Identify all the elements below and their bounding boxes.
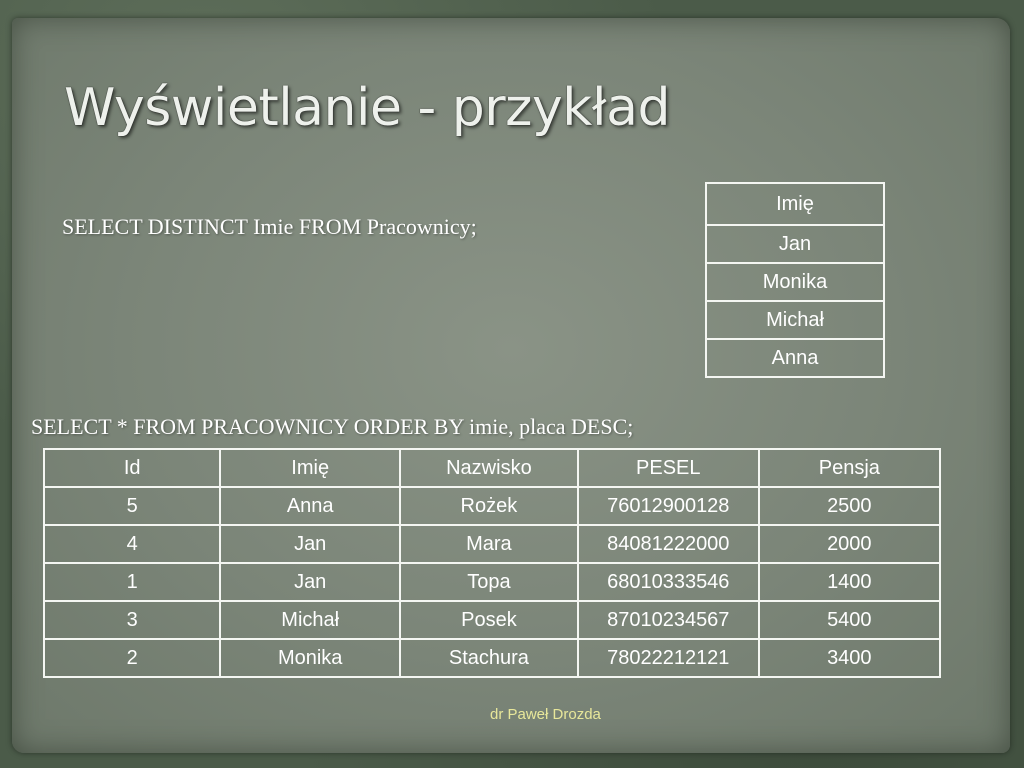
header-cell-imie: Imię: [706, 183, 884, 225]
author-footer: dr Paweł Drozda: [490, 706, 601, 723]
table-cell: 76012900128: [578, 487, 759, 525]
ordered-result-table: [43, 448, 941, 678]
table-row: [44, 563, 940, 601]
table-header-row: [44, 449, 940, 487]
table-cell: 2000: [759, 525, 940, 563]
table-cell: Monika: [220, 639, 399, 677]
table-cell: 2500: [759, 487, 940, 525]
table-cell: Stachura: [400, 639, 578, 677]
table-cell: 78022212121: [578, 639, 759, 677]
table-cell: 84081222000: [578, 525, 759, 563]
table-cell: 5400: [759, 601, 940, 639]
table-row: [44, 601, 940, 639]
header-cell-nazwisko: Nazwisko: [400, 449, 578, 487]
table-row: [706, 263, 884, 301]
header-cell-pensja: Pensja: [759, 449, 940, 487]
table-cell: Jan: [220, 525, 399, 563]
table-row: [44, 487, 940, 525]
table-row: [706, 339, 884, 377]
query-distinct: SELECT DISTINCT Imie FROM Pracownicy;: [62, 214, 477, 239]
table-cell: Posek: [400, 601, 578, 639]
table-cell: Monika: [706, 263, 884, 301]
distinct-result-table: [705, 182, 885, 378]
table-cell: 1400: [759, 563, 940, 601]
table-cell: 87010234567: [578, 601, 759, 639]
slide-title: Wyświetlanie - przykład: [64, 78, 670, 138]
table-cell: Michał: [706, 301, 884, 339]
table-cell: Rożek: [400, 487, 578, 525]
table-cell: Jan: [220, 563, 399, 601]
table-cell: Jan: [706, 225, 884, 263]
table-cell: Mara: [400, 525, 578, 563]
table-cell: Anna: [220, 487, 399, 525]
table-cell: Topa: [400, 563, 578, 601]
table-cell: 68010333546: [578, 563, 759, 601]
table-cell: Michał: [220, 601, 399, 639]
table-cell: 1: [44, 563, 220, 601]
table-row: [44, 525, 940, 563]
table-header-row: [706, 183, 884, 225]
table-cell: 3: [44, 601, 220, 639]
table-cell: 4: [44, 525, 220, 563]
table-cell: 3400: [759, 639, 940, 677]
table-cell: 5: [44, 487, 220, 525]
table-row: [706, 301, 884, 339]
table-row: [706, 225, 884, 263]
query-order-by: SELECT * FROM PRACOWNICY ORDER BY imie, placa DESC;: [31, 414, 634, 439]
header-cell-id: Id: [44, 449, 220, 487]
header-cell-pesel: PESEL: [578, 449, 759, 487]
header-cell-imie: Imię: [220, 449, 399, 487]
table-cell: Anna: [706, 339, 884, 377]
table-cell: 2: [44, 639, 220, 677]
table-row: [44, 639, 940, 677]
